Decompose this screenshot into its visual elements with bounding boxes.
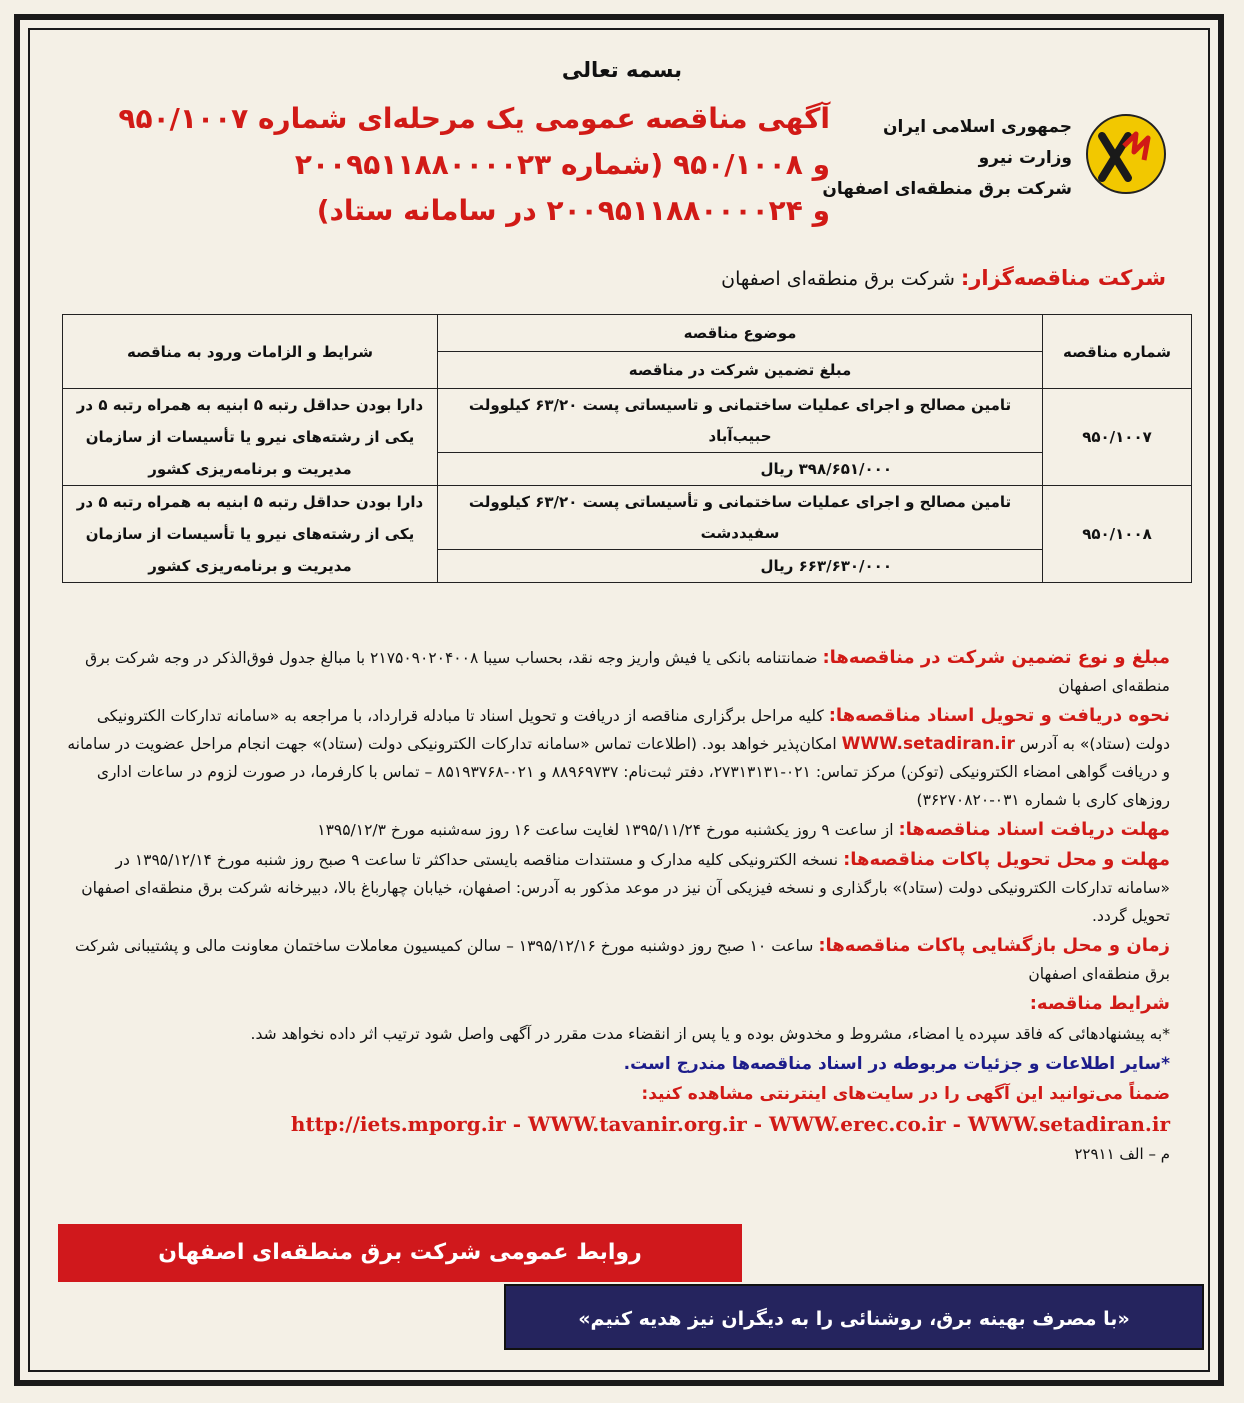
documents-section bbox=[60, 702, 1170, 814]
setadiran-link[interactable]: WWW.setadiran.ir bbox=[841, 734, 1015, 754]
table-row bbox=[63, 389, 1192, 453]
deadline-submit-section bbox=[60, 846, 1170, 930]
energy-saving-slogan-banner: «با مصرف بهینه برق، روشنائی را به دیگران نیز هدیه کنیم» bbox=[504, 1284, 1204, 1350]
tender-details bbox=[60, 644, 1170, 1170]
documents-label: نحوه دریافت و تحویل اسناد مناقصه‌ها: bbox=[828, 705, 1170, 726]
tenders-table bbox=[62, 314, 1192, 583]
row-subject: تامین مصالح و اجرای عملیات ساختمانی و تاسیساتی پست ۶۳/۲۰ کیلوولت حبیب‌آباد bbox=[438, 389, 1043, 453]
deadline-receive-label: مهلت دریافت اسناد مناقصه‌ها: bbox=[898, 819, 1170, 840]
deadline-receive-section bbox=[60, 816, 1170, 844]
header-guarantee: مبلغ تضمین شرکت در مناقصه bbox=[438, 352, 1043, 389]
opening-section bbox=[60, 932, 1170, 988]
org-line-country: جمهوری اسلامی ایران bbox=[882, 117, 1072, 137]
table-header-row bbox=[63, 315, 1192, 352]
row-requirements: دارا بودن حداقل رتبه ۵ ابنیه به همراه رتبه ۵ در یکی از رشته‌های نیرو یا تأسیسات از سازمان مدیریت و برنامه‌ریزی کشور bbox=[63, 389, 438, 486]
org-line-ministry: وزارت نیرو bbox=[978, 148, 1072, 168]
organizer-label: شرکت مناقصه‌گزار: bbox=[960, 266, 1166, 290]
org-line-company: شرکت برق منطقه‌ای اصفهان bbox=[822, 179, 1072, 199]
headline-line-3: و ۲۰۰۹۵۱۱۸۸۰۰۰۰۲۴ در سامانه ستاد) bbox=[316, 194, 830, 227]
deadline-submit-text: نسخه الکترونیکی کلیه مدارک و مستندات مناقصه بایستی حداکثر تا ساعت ۹ صبح روز شنبه مورخ ۱۳۹۵/۱۲/۱۴ در «سامانه تدارکات الکترونیکی دولت (ستاد)» بارگذاری و نسخه فیزیکی آن نیز در موعد مذکور به آدرس: اصفهان، خیابان چهارباغ بالا، دبیرخانه شرکت برق منطقه‌ای اصفهان تحویل گردد. bbox=[81, 851, 1170, 925]
row-subject: تامین مصالح و اجرای عملیات ساختمانی و تأسیساتی پست ۶۳/۲۰ کیلوولت سفیددشت bbox=[438, 486, 1043, 550]
websites-links[interactable]: http://iets.mporg.ir - WWW.tavanir.org.ir - WWW.erec.co.ir - WWW.setadiran.ir bbox=[290, 1112, 1170, 1136]
opening-text: ساعت ۱۰ صبح روز دوشنبه مورخ ۱۳۹۵/۱۲/۱۶ – سالن کمیسیون معاملات ساختمان معاونت مالی و پشتیبانی شرکت برق منطقه‌ای اصفهان bbox=[74, 937, 1170, 983]
condition-line-1: *به پیشنهادهائی که فاقد سپرده یا امضاء، مشروط و مخدوش بوده و یا پس از انقضاء مدت مقرر در آگهی واصل شود ترتیب اثر داده نخواهد شد. bbox=[250, 1025, 1170, 1043]
guarantee-section bbox=[60, 644, 1170, 700]
header-requirements: شرایط و الزامات ورود به مناقصه bbox=[63, 315, 438, 389]
guarantee-label: مبلغ و نوع تضمین شرکت در مناقصه‌ها: bbox=[822, 647, 1170, 668]
deadline-submit-label: مهلت و محل تحویل پاکات مناقصه‌ها: bbox=[843, 849, 1170, 870]
deadline-receive-text: از ساعت ۹ روز یکشنبه مورخ ۱۳۹۵/۱۱/۲۴ لغایت ساعت ۱۶ روز سه‌شنبه مورخ ۱۳۹۵/۱۲/۳ bbox=[317, 821, 894, 839]
header-subject: موضوع مناقصه bbox=[438, 315, 1043, 352]
table-row bbox=[63, 486, 1192, 550]
condition-line-3: ضمناً می‌توانید این آگهی را در سایت‌های اینترنتی مشاهده کنید: bbox=[641, 1084, 1170, 1104]
tender-headline bbox=[118, 96, 830, 234]
conditions-label: شرایط مناقصه: bbox=[1029, 993, 1170, 1014]
opening-label: زمان و محل بازگشایی پاکات مناقصه‌ها: bbox=[818, 935, 1170, 956]
headline-line-1: آگهی مناقصه عمومی یک مرحله‌ای شماره ۹۵۰/۱۰۰۷ bbox=[118, 102, 830, 135]
public-relations-banner: روابط عمومی شرکت برق منطقه‌ای اصفهان bbox=[58, 1224, 742, 1282]
row-requirements: دارا بودن حداقل رتبه ۵ ابنیه به همراه رتبه ۵ در یکی از رشته‌های نیرو یا تأسیسات از سازمان مدیریت و برنامه‌ریزی کشور bbox=[63, 486, 438, 583]
issuer-org-block bbox=[812, 112, 1072, 205]
bismillah: بسمه تعالی bbox=[561, 58, 683, 82]
conditions-section bbox=[60, 990, 1170, 1018]
row-number: ۹۵۰/۱۰۰۷ bbox=[1043, 389, 1192, 486]
condition-line-2: *سایر اطلاعات و جزئیات مربوطه در اسناد مناقصه‌ها مندرج است. bbox=[623, 1054, 1170, 1074]
guarantee-text: ضمانتنامه بانکی یا فیش واریز وجه نقد، بحساب سیبا ۲۱۷۵۰۹۰۲۰۴۰۰۸ با مبالغ جدول فوق‌الذکر در وجه شرکت برق منطقه‌ای اصفهان bbox=[85, 649, 1170, 695]
header-number: شماره مناقصه bbox=[1043, 315, 1192, 389]
documents-text-before: کلیه مراحل برگزاری مناقصه از دریافت و تحویل اسناد تا مبادله قرارداد، با مراجعه به «سامانه تدارکات الکترونیکی دولت (ستاد)» به آدرس bbox=[96, 707, 1170, 753]
row-number: ۹۵۰/۱۰۰۸ bbox=[1043, 486, 1192, 583]
row-amount: ۳۹۸/۶۵۱/۰۰۰ ریال bbox=[438, 453, 1043, 486]
reference-number: م – الف ۲۲۹۱۱ bbox=[1074, 1145, 1170, 1163]
tender-organizer bbox=[721, 266, 1166, 290]
headline-line-2: و ۹۵۰/۱۰۰۸ (شماره ۲۰۰۹۵۱۱۸۸۰۰۰۰۲۳ bbox=[294, 148, 830, 181]
tavanir-logo-icon bbox=[1086, 114, 1166, 194]
row-amount: ۶۶۳/۶۳۰/۰۰۰ ریال bbox=[438, 550, 1043, 583]
organizer-value: شرکت برق منطقه‌ای اصفهان bbox=[721, 268, 955, 290]
documents-text-after: امکان‌پذیر خواهد بود. (اطلاعات تماس «سامانه تدارکات الکترونیکی دولت (ستاد)» جهت انجام مراحل عضویت در سامانه و دریافت گواهی امضاء الکترونیکی (توکن) مرکز تماس: ۰۲۱-۲۷۳۱۳۱۳۱، دفتر ثبت‌نام: ۸۸۹۶۹۷۳۷ و ۰۲۱-۸۵۱۹۳۷۶۸ – تماس با کارفرما، در صورت لزوم در ساعات اداری روزهای کاری با شماره ۰۳۱-۳۶۲۷۰۸۲۰) bbox=[67, 735, 1170, 809]
